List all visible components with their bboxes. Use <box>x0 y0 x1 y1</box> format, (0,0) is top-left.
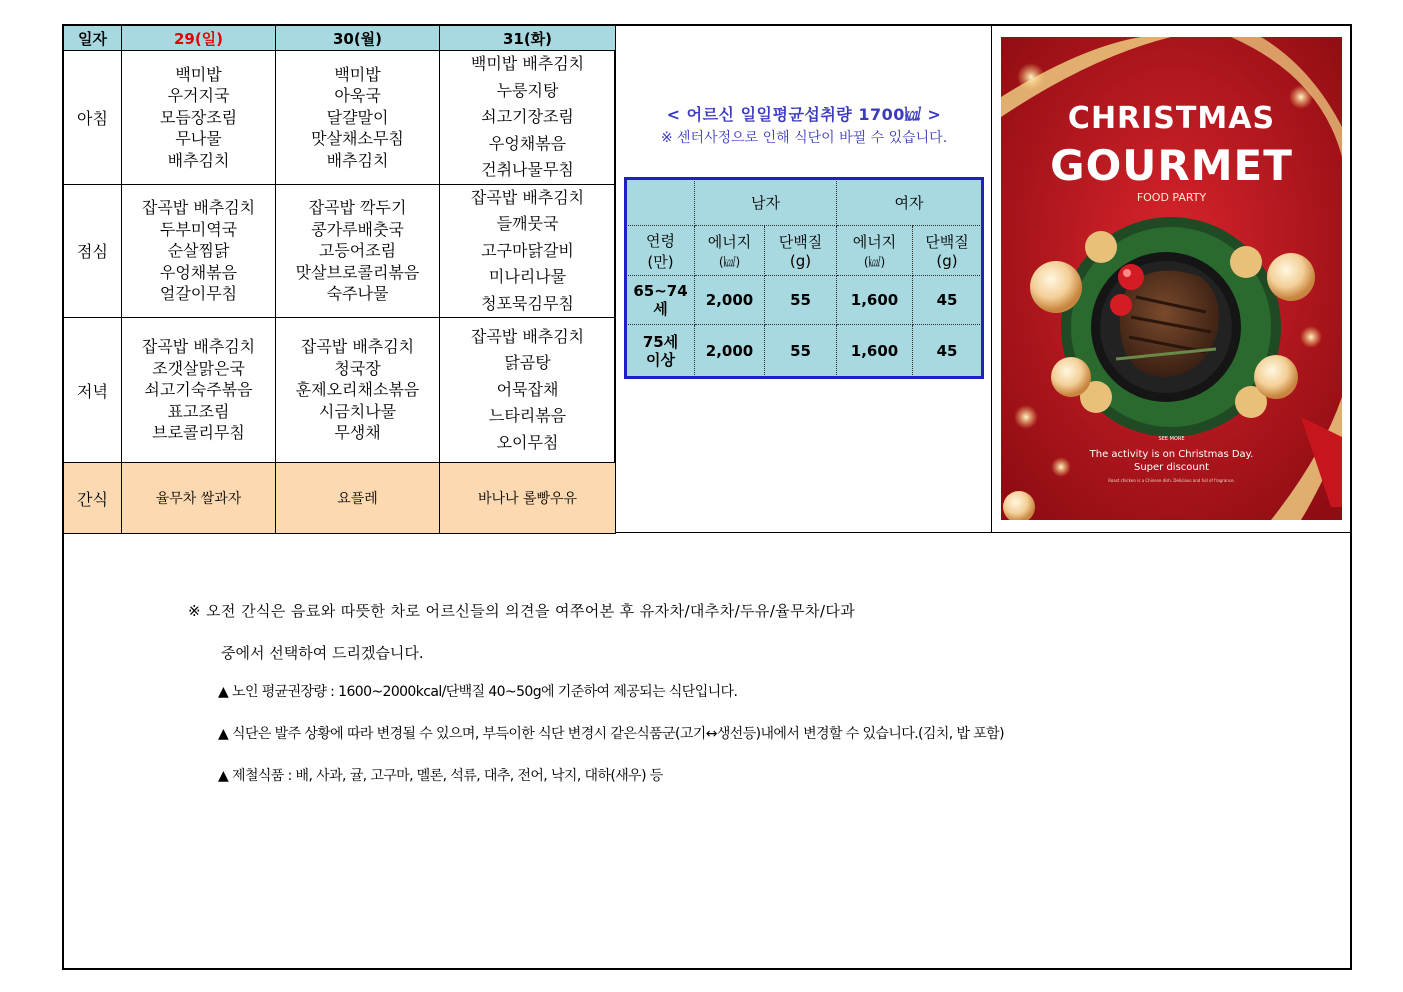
menu-cell: 백미밥 우거지국 모듬장조림 무나물 배추김치 <box>122 51 276 185</box>
poster-line1: The activity is on Christmas Day. <box>1089 449 1254 460</box>
poster-see-more: SEE MORE <box>1158 436 1185 442</box>
note-line: ▲ 노인 평균권장량 : 1600~2000kcal/단백질 40~50g에 기준하여 제공되는 식단입니다. <box>218 684 738 700</box>
day-column-header: 일자 <box>64 26 122 51</box>
menu-cell: 잡곡밥 배추김치 조갯살맑은국 쇠고기숙주볶음 표고조림 브로콜리무침 <box>122 318 276 463</box>
intake-info <box>628 102 980 147</box>
value-cell: 55 <box>765 325 837 377</box>
poster-line2: Super discount <box>1133 462 1210 473</box>
energy-unit: (㎉) <box>718 255 741 269</box>
nutrition-row <box>627 325 982 377</box>
value-cell: 2,000 <box>695 276 765 325</box>
energy-label: 에너지 <box>707 233 752 251</box>
protein-unit: (g) <box>936 252 958 270</box>
meal-label: 점심 <box>64 184 122 318</box>
note-line: ▲ 제철식품 : 배, 사과, 귤, 고구마, 멜론, 석류, 대추, 전어, 낙지, 대하(새우) 등 <box>218 768 663 784</box>
protein-label: 단백질 <box>925 233 969 251</box>
menu-cell: 잡곡밥 배추김치 청국장 훈제오리채소볶음 시금치나물 무생채 <box>276 318 440 463</box>
age-header: 연령 (만) <box>627 226 695 276</box>
protein-header <box>913 226 982 276</box>
menu-cell: 잡곡밥 배추김치 두부미역국 순살찜닭 우엉채볶음 얼갈이무침 <box>122 184 276 318</box>
poster-subtitle: FOOD PARTY <box>1136 191 1207 204</box>
intake-note: ※ 센터사정으로 인해 식단이 바뀔 수 있습니다. <box>660 130 948 146</box>
menu-header-row <box>64 26 616 51</box>
note-line: ▲ 식단은 발주 상황에 따라 변경될 수 있으며, 부득이한 식단 변경시 같은식품군(고기↔생선등)내에서 변경할 수 있습니다.(김치, 밥 포함) <box>218 726 1004 742</box>
poster-line3: Roast chicken is a Chinese dish. Delicious and full of fragrance. <box>1108 478 1235 483</box>
column-divider <box>991 24 992 533</box>
age-cell: 65~74 세 <box>627 276 695 325</box>
nutrition-table <box>626 179 982 377</box>
snack-cell: 바나나 롤빵우유 <box>440 463 616 534</box>
value-cell: 55 <box>765 276 837 325</box>
menu-cell: 잡곡밥 배추김치 닭곰탕 어묵잡채 느타리볶음 오이무침 <box>440 318 616 463</box>
protein-label: 단백질 <box>778 233 823 251</box>
value-cell: 2,000 <box>695 325 765 377</box>
day-header: 29(일) <box>122 26 276 51</box>
menu-table <box>63 25 616 534</box>
energy-header <box>695 226 765 276</box>
meal-label: 저녁 <box>64 318 122 463</box>
nutrition-row <box>627 276 982 325</box>
snack-row <box>64 463 616 534</box>
meal-label: 아침 <box>64 51 122 185</box>
christmas-poster <box>1001 37 1342 520</box>
menu-cell: 잡곡밥 배추김치 들깨뭇국 고구마닭갈비 미나리나물 청포묵김무침 <box>440 184 616 318</box>
age-cell: 75세 이상 <box>627 325 695 377</box>
menu-cell: 백미밥 배추김치 누룽지탕 쇠고기장조림 우엉채볶음 건취나물무침 <box>440 51 616 185</box>
poster-title-line1: CHRISTMAS <box>1067 101 1276 136</box>
meal-label: 간식 <box>64 463 122 534</box>
breakfast-row <box>64 51 616 185</box>
snack-cell: 요플레 <box>276 463 440 534</box>
female-header: 여자 <box>837 180 982 226</box>
value-cell: 45 <box>913 325 982 377</box>
menu-cell: 잡곡밥 깍두기 콩가루배춧국 고등어조림 맛살브로콜리볶음 숙주나물 <box>276 184 440 318</box>
menu-cell: 백미밥 아욱국 달걀말이 맛살채소무침 배추김치 <box>276 51 440 185</box>
energy-label: 에너지 <box>852 233 897 251</box>
value-cell: 45 <box>913 276 982 325</box>
note-line: 중에서 선택하여 드리겠습니다. <box>221 644 424 662</box>
snack-cell: 율무차 쌀과자 <box>122 463 276 534</box>
blank-cell <box>627 180 695 226</box>
energy-header <box>837 226 913 276</box>
lunch-row <box>64 184 616 318</box>
day-header: 31(화) <box>440 26 616 51</box>
value-cell: 1,600 <box>837 276 913 325</box>
protein-header <box>765 226 837 276</box>
poster-title-line2: GOURMET <box>1050 141 1293 190</box>
intake-title: < 어르신 일일평균섭취량 1700㎉ > <box>666 105 942 124</box>
note-line: ※ 오전 간식은 음료와 따뜻한 차로 어르신들의 의견을 여쭈어본 후 유자차/대추차/두유/율무차/다과 <box>188 602 856 620</box>
protein-unit: (g) <box>789 252 812 270</box>
day-header: 30(월) <box>276 26 440 51</box>
energy-unit: (㎉) <box>863 255 886 269</box>
male-header: 남자 <box>695 180 837 226</box>
value-cell: 1,600 <box>837 325 913 377</box>
dinner-row <box>64 318 616 463</box>
